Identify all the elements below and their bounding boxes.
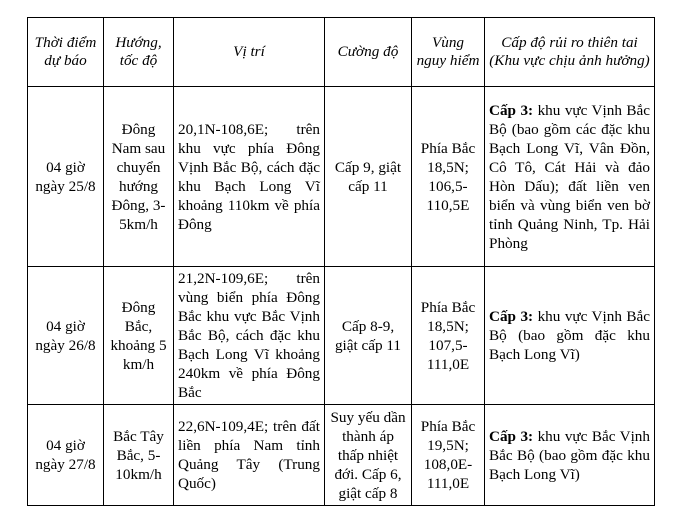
header-time: Thời điểm dự báo <box>28 18 104 87</box>
table-header <box>28 18 655 87</box>
position-cell: 21,2N-109,6E; trên vùng biển phía Đông Bắc khu vực Bắc Vịnh Bắc Bộ, cách đặc khu Bạch Long Vĩ khoảng 240km về phía Đông Bắc <box>174 267 325 405</box>
risk-area-text: khu vực Vịnh Bắc Bộ (bao gồm đặc khu Bạch Long Vĩ) <box>489 308 650 363</box>
risk-area-text: khu vực Vịnh Bắc Bộ (bao gồm các đặc khu Bạch Long Vĩ, Vân Đồn, Cô Tô, Cát Hải và đảo Hòn Dấu); đất liền ven biển và vùng biển ven bờ tỉnh Quảng Ninh, Tp. Hải Phòng <box>489 101 650 252</box>
forecast-time-cell: 04 giờ ngày 27/8 <box>28 405 104 506</box>
direction-cell: Bắc Tây Bắc, 5-10km/h <box>104 405 174 506</box>
intensity-cell: Cấp 9, giật cấp 11 <box>325 87 412 267</box>
risk-area-text: khu vực Bắc Vịnh Bắc Bộ (bao gồm đặc khu Bạch Long Vĩ) <box>489 427 650 483</box>
risk-level-label: Cấp 3: <box>489 308 534 325</box>
header-risk-level: Cấp độ rủi ro thiên tai (Khu vực chịu ảnh hưởng) <box>485 18 655 87</box>
intensity-cell: Cấp 8-9, giật cấp 11 <box>325 267 412 405</box>
forecast-time-cell: 04 giờ ngày 25/8 <box>28 87 104 267</box>
danger-zone-cell: Phía Bắc 19,5N; 108,0E-111,0E <box>412 405 485 506</box>
table-row <box>28 87 655 267</box>
intensity-cell: Suy yếu dần thành áp thấp nhiệt đới. Cấp 6, giật cấp 8 <box>325 405 412 506</box>
header-danger-zone: Vùng nguy hiểm <box>412 18 485 87</box>
direction-cell: Đông Bắc, khoảng 5 km/h <box>104 267 174 405</box>
direction-cell: Đông Nam sau chuyển hướng Đông, 3-5km/h <box>104 87 174 267</box>
danger-zone-cell: Phía Bắc 18,5N; 107,5-111,0E <box>412 267 485 405</box>
position-cell: 22,6N-109,4E; trên đất liền phía Nam tỉnh Quảng Tây (Trung Quốc) <box>174 405 325 506</box>
forecast-table <box>27 17 655 506</box>
header-row <box>28 18 655 87</box>
table-row <box>28 267 655 405</box>
header-direction: Hướng, tốc độ <box>104 18 174 87</box>
table-row <box>28 405 655 506</box>
danger-zone-cell: Phía Bắc 18,5N; 106,5-110,5E <box>412 87 485 267</box>
header-position: Vị trí <box>174 18 325 87</box>
risk-level-label: Cấp 3: <box>489 101 534 119</box>
risk-cell <box>485 267 655 405</box>
risk-cell <box>485 405 655 506</box>
header-intensity: Cường độ <box>325 18 412 87</box>
table-body <box>28 87 655 506</box>
position-cell: 20,1N-108,6E; trên khu vực phía Đông Vịnh Bắc Bộ, cách đặc khu Bạch Long Vĩ khoảng 110km về phía Đông <box>174 87 325 267</box>
forecast-time-cell: 04 giờ ngày 26/8 <box>28 267 104 405</box>
risk-cell <box>485 87 655 267</box>
risk-level-label: Cấp 3: <box>489 427 534 445</box>
